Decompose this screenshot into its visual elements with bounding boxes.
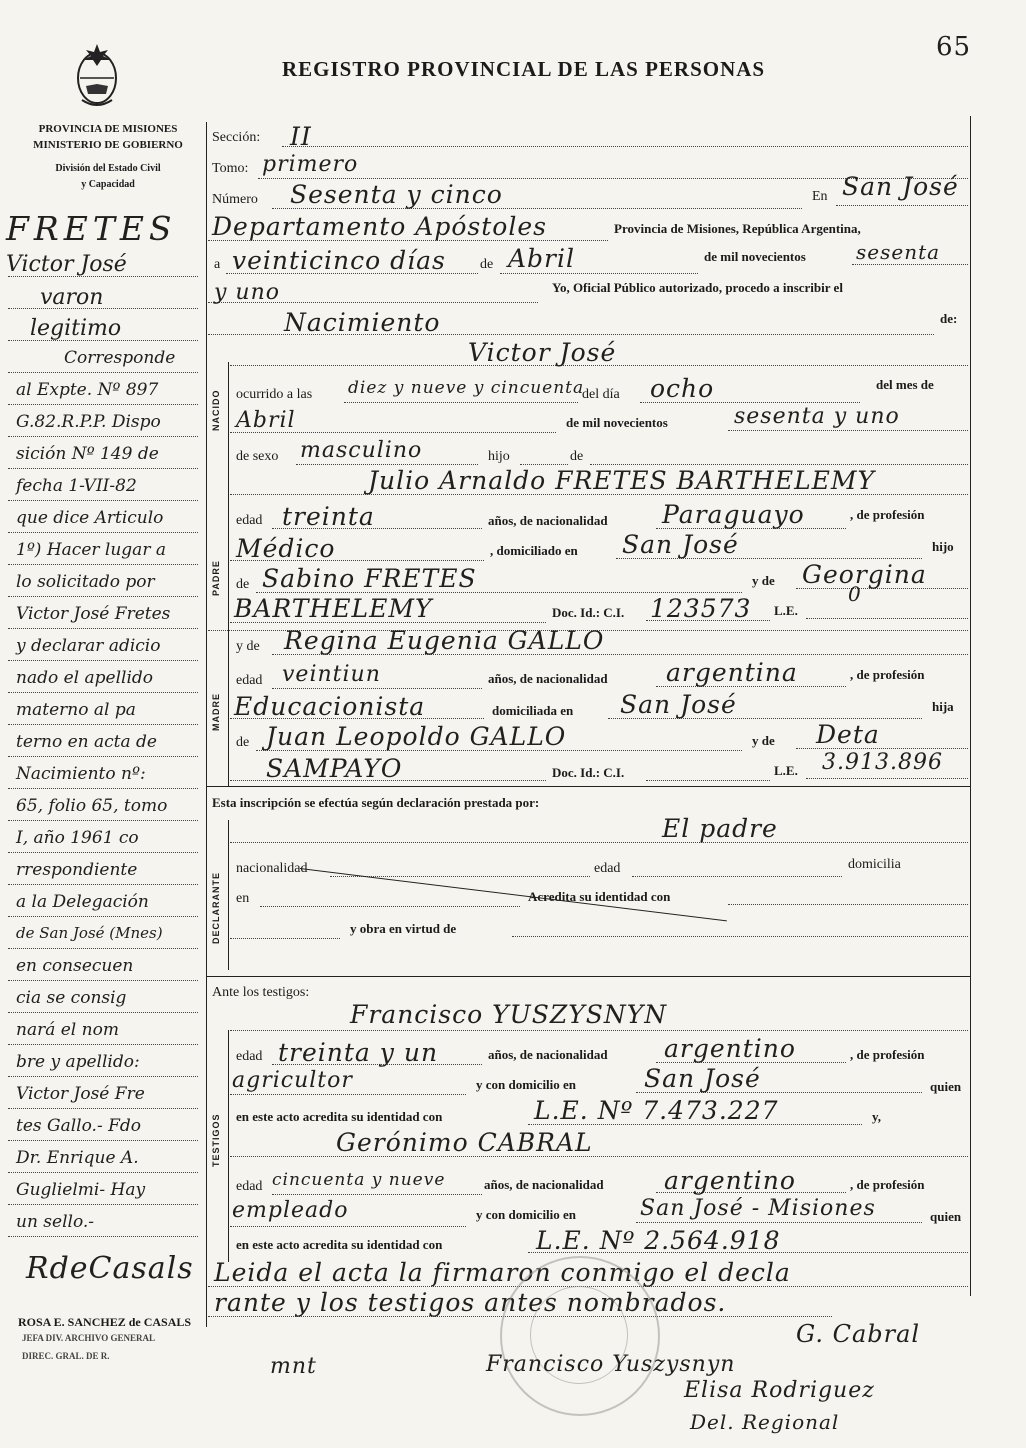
label-padre-le: L.E. xyxy=(774,603,798,618)
margin-line-6: al Expte. Nº 897 xyxy=(16,380,159,400)
label-del-dia: del día xyxy=(582,387,620,402)
label-t2-nacionalidad: años, de nacionalidad xyxy=(484,1177,604,1192)
label-yo-oficial: Yo, Oficial Público autorizado, procedo a inscribir el xyxy=(552,280,843,295)
label-t2-edad: edad xyxy=(236,1179,263,1194)
label-declarante-domicilia: domicilia xyxy=(848,857,901,872)
margin-sex: varon xyxy=(40,285,104,310)
section-label-declarante: DECLARANTE xyxy=(211,872,221,944)
value-t1-profesion: agricultor xyxy=(232,1068,353,1093)
label-padre-nacionalidad: años, de nacionalidad xyxy=(488,513,608,528)
value-tomo: primero xyxy=(262,152,359,177)
margin-legitimacy: legitimo xyxy=(30,316,122,341)
label-declarante-obra: y obra en virtud de xyxy=(350,921,457,936)
label-madre-edad: edad xyxy=(236,673,263,688)
label-sexo: de sexo xyxy=(236,449,279,464)
label-madre-y-de-2: y de xyxy=(752,733,775,748)
margin-line-29: tes Gallo.- Fdo xyxy=(16,1116,142,1136)
label-declarante-nacionalidad: nacionalidad xyxy=(236,861,308,876)
value-padre: Julio Arnaldo FRETES BARTHELEMY xyxy=(368,466,876,495)
value-madre-edad: veintiun xyxy=(282,662,381,687)
margin-line-8: sición Nº 149 de xyxy=(16,444,159,464)
value-sexo: masculino xyxy=(300,438,423,463)
value-anio-cont: y uno xyxy=(214,280,281,305)
value-t1-edad: treinta y un xyxy=(278,1038,439,1067)
label-t2-acredita: en este acto acredita su identidad con xyxy=(236,1237,443,1252)
label-t1-y: y, xyxy=(872,1109,882,1124)
signature-officer: Elisa Rodriguez xyxy=(684,1378,875,1403)
signature-officer-title: Del. Regional xyxy=(690,1410,840,1434)
margin-line-22: a la Delegación xyxy=(16,892,149,912)
value-madre-le: 3.913.896 xyxy=(822,750,943,775)
label-padre-y-de: y de xyxy=(752,573,775,588)
margin-line-19: 65, folio 65, tomo xyxy=(16,796,168,816)
value-padre-nacionalidad: Paraguayo xyxy=(662,500,805,529)
margin-line-18: Nacimiento nº: xyxy=(16,764,146,784)
margin-surname: FRETES xyxy=(6,209,177,248)
value-t2-nacionalidad: argentino xyxy=(664,1166,796,1195)
label-de-2: de xyxy=(570,449,584,464)
value-hora: diez y nueve y cincuenta xyxy=(348,378,585,398)
value-departamento: Departamento Apóstoles xyxy=(212,212,547,241)
label-declarante-en: en xyxy=(236,891,250,906)
label-ante-testigos: Ante los testigos: xyxy=(212,985,310,1000)
margin-line-5: Corresponde xyxy=(64,348,176,368)
stamp-title: JEFA DIV. ARCHIVO GENERAL xyxy=(22,1333,156,1343)
label-de-mil-novecientos-2: de mil novecientos xyxy=(566,415,668,430)
label-t1-quien: quien xyxy=(930,1079,962,1094)
value-t1-domicilio: San José xyxy=(644,1064,761,1093)
label-seccion: Sección: xyxy=(212,130,261,145)
value-padre-ci: 123573 xyxy=(650,594,752,623)
label-padre-hijo: hijo xyxy=(932,539,954,554)
label-t1-domicilio: y con domicilio en xyxy=(476,1077,577,1092)
label-de-mil-novecientos: de mil novecientos xyxy=(704,249,806,264)
margin-line-28: Victor José Fre xyxy=(16,1084,145,1104)
section-label-nacido: NACIDO xyxy=(211,389,221,431)
label-t2-profesion: , de profesión xyxy=(850,1177,925,1192)
value-abuela-paterna: Georgina xyxy=(802,560,927,589)
label-numero: Número xyxy=(212,192,258,207)
left-border xyxy=(206,122,207,1327)
value-mes-nac: Abril xyxy=(236,408,296,433)
signature-mark: mnt xyxy=(270,1354,317,1379)
value-acto: Nacimiento xyxy=(284,308,441,337)
label-madre-hija: hija xyxy=(932,699,954,714)
stamp-name: ROSA E. SANCHEZ de CASALS xyxy=(18,1315,192,1329)
margin-line-20: I, año 1961 co xyxy=(16,828,139,848)
margin-line-11: 1º) Hacer lugar a xyxy=(16,540,166,560)
signature-witness: Francisco Yuszysnyn xyxy=(486,1352,736,1377)
label-t2-domicilio: y con domicilio en xyxy=(476,1207,577,1222)
margin-line-12: lo solicitado por xyxy=(16,572,155,592)
value-abuelo-materno: Juan Leopoldo GALLO xyxy=(266,722,567,751)
signature-cabral: G. Cabral xyxy=(796,1320,921,1348)
margin-signature: RdeCasals xyxy=(26,1251,194,1286)
label-padre-domicilio: , domiciliado en xyxy=(490,543,578,558)
margin-line-9: fecha 1-VII-82 xyxy=(16,476,137,496)
value-madre-domicilio: San José xyxy=(620,690,737,719)
margin-line-23: de San José (Mnes) xyxy=(16,924,163,942)
label-de-colon: de: xyxy=(940,311,958,326)
value-testigo-1: Francisco YUSZYSNYN xyxy=(350,1000,668,1029)
value-madre: Regina Eugenia GALLO xyxy=(284,626,605,655)
value-anio-nac: sesenta y uno xyxy=(734,404,900,429)
value-en: San José xyxy=(842,172,959,201)
label-madre-nacionalidad: años, de nacionalidad xyxy=(488,671,608,686)
label-t1-profesion: , de profesión xyxy=(850,1047,925,1062)
value-madre-nacionalidad: argentina xyxy=(666,658,798,687)
margin-line-14: y declarar adicio xyxy=(16,636,161,656)
margin-name: Victor José xyxy=(6,252,127,277)
margin-line-27: bre y apellido: xyxy=(16,1052,140,1072)
header-province: PROVINCIA DE MISIONES xyxy=(38,123,178,135)
value-t1-doc: L.E. Nº 7.473.227 xyxy=(534,1096,779,1125)
value-abuela-paterna-2: BARTHELEMY xyxy=(234,594,433,623)
label-padre-doc: Doc. Id.: C.I. xyxy=(552,605,625,620)
value-nombre: Victor José xyxy=(468,338,617,367)
label-a: a xyxy=(214,257,221,272)
value-t2-profesion: empleado xyxy=(232,1198,349,1223)
label-inscripcion: Esta inscripción se efectúa según declaración prestada por: xyxy=(212,795,540,810)
coat-of-arms-icon xyxy=(72,40,122,108)
margin-line-10: que dice Articulo xyxy=(16,508,164,528)
label-ocurrido: ocurrido a las xyxy=(236,387,313,402)
label-del-mes: del mes de xyxy=(876,377,934,392)
value-padre-profesion: Médico xyxy=(236,534,336,563)
value-t2-domicilio: San José - Misiones xyxy=(640,1196,876,1221)
margin-line-31: Guglielmi- Hay xyxy=(16,1180,146,1200)
label-t1-acredita: en este acto acredita su identidad con xyxy=(236,1109,443,1124)
value-declarante: El padre xyxy=(662,814,778,843)
value-t2-edad: cincuenta y nueve xyxy=(272,1170,446,1190)
label-madre-doc: Doc. Id.: C.I. xyxy=(552,765,625,780)
label-declarante-edad: edad xyxy=(594,861,621,876)
value-abuela-materna-2: SAMPAYO xyxy=(266,754,403,783)
margin-line-15: nado el apellido xyxy=(16,668,154,688)
margin-line-17: terno en acta de xyxy=(16,732,157,752)
label-padre-profesion: , de profesión xyxy=(850,507,925,522)
label-t1-edad: edad xyxy=(236,1049,263,1064)
value-madre-profesion: Educacionista xyxy=(234,692,426,721)
label-madre-y-de: y de xyxy=(236,639,260,654)
label-madre-profesion: , de profesión xyxy=(850,667,925,682)
header-division: División del Estado Civil xyxy=(55,163,161,174)
value-seccion: II xyxy=(290,122,312,151)
header-capacity: y Capacidad xyxy=(81,179,135,190)
value-testigo-2: Gerónimo CABRAL xyxy=(336,1128,593,1157)
margin-line-21: rrespondiente xyxy=(16,860,138,880)
value-abuelo-paterno: Sabino FRETES xyxy=(262,564,477,593)
margin-line-32: un sello.- xyxy=(16,1212,95,1232)
value-mes: Abril xyxy=(508,244,575,273)
official-seal-icon xyxy=(500,1256,660,1416)
label-declarante-acredita: Acredita su identidad con xyxy=(528,889,671,904)
value-padre-domicilio: San José xyxy=(622,530,739,559)
margin-line-30: Dr. Enrique A. xyxy=(16,1148,139,1168)
right-border xyxy=(970,116,971,1296)
value-dias: veinticinco días xyxy=(232,246,446,275)
closing-line-1: Leida el acta la firmaron conmigo el decla xyxy=(214,1258,791,1287)
label-en: En xyxy=(812,189,828,204)
value-padre-le: 0 xyxy=(848,582,862,606)
label-t1-nacionalidad: años, de nacionalidad xyxy=(488,1047,608,1062)
label-provincia: Provincia de Misiones, República Argentina, xyxy=(614,221,861,236)
stamp-direction: DIREC. GRAL. DE R. xyxy=(22,1351,110,1361)
margin-line-13: Victor José Fretes xyxy=(16,604,171,624)
label-padre-de: de xyxy=(236,577,250,592)
label-padre-edad: edad xyxy=(236,513,263,528)
label-t2-quien: quien xyxy=(930,1209,962,1224)
margin-line-7: G.82.R.P.P. Dispo xyxy=(16,412,161,432)
value-padre-edad: treinta xyxy=(282,502,375,531)
document-title: REGISTRO PROVINCIAL DE LAS PERSONAS xyxy=(282,57,766,81)
label-de: de xyxy=(480,257,494,272)
label-madre-de: de xyxy=(236,735,250,750)
header-ministry: MINISTERIO DE GOBIERNO xyxy=(33,139,183,151)
margin-line-25: cia se consig xyxy=(16,988,127,1008)
margin-line-26: nará el nom xyxy=(16,1020,119,1040)
section-label-testigos: TESTIGOS xyxy=(211,1113,221,1167)
value-t2-doc: L.E. Nº 2.564.918 xyxy=(536,1226,781,1255)
label-madre-le: L.E. xyxy=(774,763,798,778)
page-number: 65 xyxy=(936,32,972,62)
value-numero: Sesenta y cinco xyxy=(290,180,503,209)
section-label-padre: PADRE xyxy=(211,560,221,596)
section-label-madre: MADRE xyxy=(211,693,221,731)
value-t1-nacionalidad: argentino xyxy=(664,1034,796,1063)
value-abuela-materna: Deta xyxy=(816,720,880,749)
closing-line-2: rante y los testigos antes nombrados. xyxy=(214,1288,727,1317)
margin-line-24: en consecuen xyxy=(16,956,134,976)
label-tomo: Tomo: xyxy=(212,161,249,176)
label-madre-domicilio: domiciliada en xyxy=(492,703,574,718)
label-hijo: hijo xyxy=(488,449,510,464)
margin-line-16: materno al pa xyxy=(16,700,136,720)
value-dia: ocho xyxy=(650,374,715,403)
value-anio: sesenta xyxy=(856,240,941,264)
